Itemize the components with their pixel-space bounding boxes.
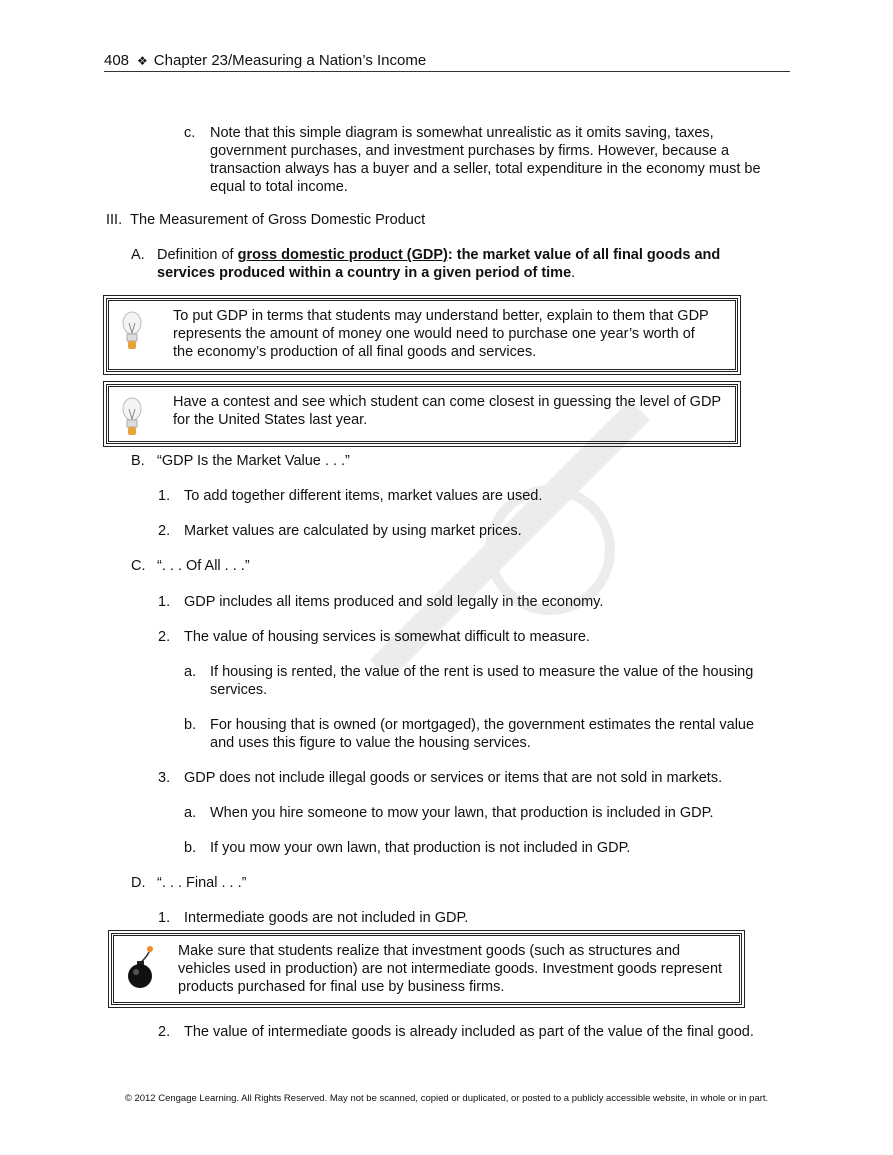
item-text: Intermediate goods are not included in GDP. bbox=[184, 910, 469, 926]
teaching-tip-box bbox=[106, 384, 738, 444]
item-label: B. bbox=[131, 453, 145, 469]
chapter-title: Chapter 23/Measuring a Nation’s Income bbox=[153, 52, 427, 69]
text-line: Have a contest and see which student can come closest in guessing the level of GDP bbox=[173, 394, 722, 410]
item-label: 2. bbox=[158, 523, 171, 539]
item-label: a. bbox=[184, 664, 197, 680]
text-line: If housing is rented, the value of the rent is used to measure the value of the housing bbox=[210, 664, 754, 680]
item-text: “GDP Is the Market Value . . .” bbox=[157, 453, 350, 469]
caution-box bbox=[111, 933, 742, 1005]
definition-end: . bbox=[571, 265, 576, 281]
list-item-D1 bbox=[158, 909, 469, 927]
item-text: The value of housing services is somewhat difficult to measure. bbox=[184, 629, 590, 645]
text-line: the economy’s production of all final goods and services. bbox=[173, 344, 537, 360]
item-label: a. bbox=[184, 805, 197, 821]
definition-text: services produced within a country in a given period of time bbox=[157, 265, 572, 281]
lightbulb-icon bbox=[121, 311, 143, 353]
text-line: services. bbox=[210, 682, 268, 698]
list-item-B2 bbox=[158, 522, 522, 540]
bomb-icon bbox=[126, 944, 154, 990]
item-text: GDP includes all items produced and sold legally in the economy. bbox=[184, 594, 604, 610]
lightbulb-icon bbox=[121, 397, 143, 439]
item-text: If you mow your own lawn, that production is not included in GDP. bbox=[210, 840, 631, 856]
definition-prefix: Definition of bbox=[157, 247, 238, 263]
item-text: The value of intermediate goods is already included as part of the value of the final good. bbox=[184, 1024, 754, 1040]
text-line: Note that this simple diagram is somewhat unrealistic as it omits saving, taxes, bbox=[210, 125, 714, 141]
text-line: For housing that is owned (or mortgaged), the government estimates the rental value bbox=[210, 717, 755, 733]
item-label: 1. bbox=[158, 488, 171, 504]
item-text: Market values are calculated by using market prices. bbox=[184, 523, 522, 539]
diamond-separator-icon: ❖ bbox=[137, 54, 148, 68]
item-label: 2. bbox=[158, 629, 171, 645]
list-item-D bbox=[131, 874, 247, 892]
list-item-C3b bbox=[184, 839, 631, 857]
item-text: To add together different items, market values are used. bbox=[184, 488, 543, 504]
list-item-C3a bbox=[184, 804, 714, 822]
list-item-B1 bbox=[158, 487, 543, 505]
item-label: b. bbox=[184, 717, 197, 733]
item-text: “. . . Of All . . .” bbox=[157, 558, 250, 574]
page-number: 408 bbox=[104, 52, 130, 69]
item-label: 1. bbox=[158, 910, 171, 926]
item-label: 1. bbox=[158, 594, 171, 610]
text-line: for the United States last year. bbox=[173, 412, 368, 428]
section-title: The Measurement of Gross Domestic Product bbox=[130, 212, 426, 228]
key-term: gross domestic product (GDP) bbox=[237, 247, 448, 263]
list-item-A-definition bbox=[131, 246, 791, 286]
list-item-C bbox=[131, 557, 250, 575]
text-line: equal to total income. bbox=[210, 179, 348, 195]
running-header bbox=[104, 52, 790, 72]
item-label: c. bbox=[184, 125, 196, 141]
definition-text: : the market value of all final goods and bbox=[447, 247, 721, 263]
text-line: and uses this figure to value the housing services. bbox=[210, 735, 531, 751]
text-line: To put GDP in terms that students may understand better, explain to them that GDP bbox=[173, 308, 709, 324]
list-item-C1 bbox=[158, 593, 604, 611]
item-text: GDP does not include illegal goods or services or items that are not sold in markets. bbox=[184, 770, 723, 786]
list-item-D2 bbox=[158, 1023, 754, 1041]
item-label: 2. bbox=[158, 1024, 171, 1040]
item-text: When you hire someone to mow your lawn, that production is included in GDP. bbox=[210, 805, 714, 821]
item-label: 3. bbox=[158, 770, 171, 786]
item-label: III. bbox=[106, 212, 123, 228]
list-item-B bbox=[131, 452, 350, 470]
text-line: represents the amount of money one would need to purchase one year’s worth of bbox=[173, 326, 695, 342]
section-heading-III bbox=[106, 211, 425, 229]
item-label: C. bbox=[131, 558, 146, 574]
text-line: products purchased for final use by business firms. bbox=[178, 979, 505, 995]
teaching-tip-box bbox=[106, 298, 738, 372]
copyright-footer: © 2012 Cengage Learning. All Rights Reserved. May not be scanned, copied or duplicated, or posted to a publicly accessible website, in whole or in part. bbox=[124, 1093, 769, 1104]
list-item-c-note bbox=[184, 124, 784, 196]
list-item-C3 bbox=[158, 769, 723, 787]
item-label: b. bbox=[184, 840, 197, 856]
text-line: vehicles used in production) are not intermediate goods. Investment goods represent bbox=[178, 961, 723, 977]
list-item-C2b bbox=[184, 716, 784, 752]
item-text: “. . . Final . . .” bbox=[157, 875, 247, 891]
item-label: A. bbox=[131, 247, 145, 263]
item-label: D. bbox=[131, 875, 146, 891]
text-line: government purchases, and investment purchases by firms. However, because a bbox=[210, 143, 730, 159]
list-item-C2a bbox=[184, 663, 784, 699]
list-item-C2 bbox=[158, 628, 590, 646]
text-line: Make sure that students realize that investment goods (such as structures and bbox=[178, 943, 681, 959]
text-line: transaction always has a buyer and a seller, total expenditure in the economy must be bbox=[210, 161, 761, 177]
